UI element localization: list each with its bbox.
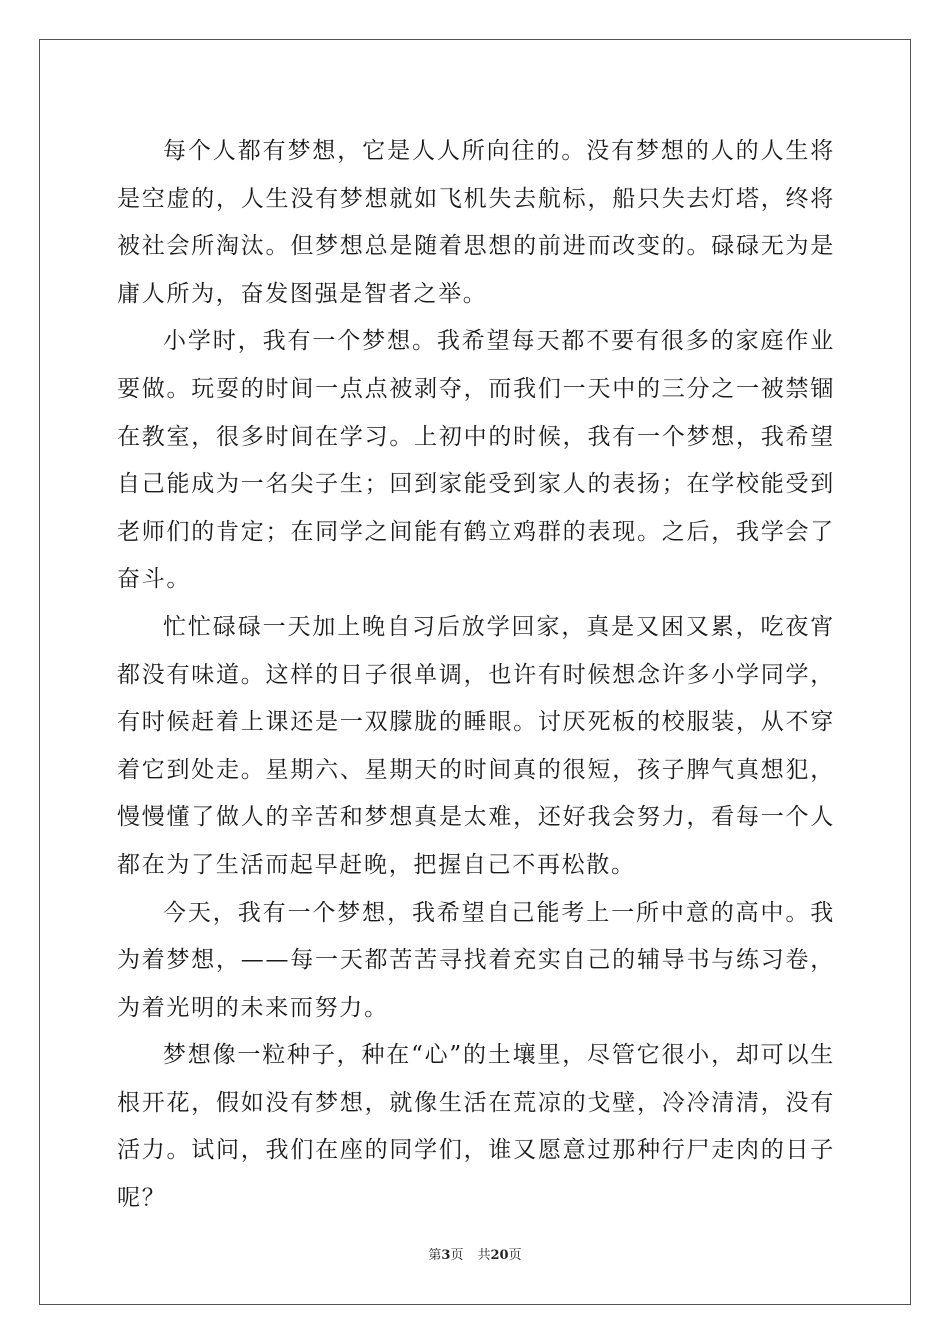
page-suffix: 页 bbox=[450, 1248, 464, 1263]
paragraph: 小学时，我有一个梦想。我希望每天都不要有很多的家庭作业要做。玩耍的时间一点点被剥夺，而我们一天中的三分之一被禁锢在教室，很多时间在学习。上初中的时候，我有一个梦想，我希望自己能成为一名尖子生；回到家能受到家人的表扬；在学校能受到老师们的肯定；在同学之间能有鹤立鸡群的表现。之后，我学会了奋斗。 bbox=[117, 328, 835, 593]
page-footer bbox=[0, 1248, 950, 1264]
total-suffix: 页 bbox=[508, 1248, 522, 1263]
paragraph: 梦想像一粒种子，种在“心”的土壤里，尽管它很小，却可以生根开花，假如没有梦想，就像生活在荒凉的戈壁，冷冷清清，没有活力。试问，我们在座的同学们，谁又愿意过那种行尸走肉的日子呢？ bbox=[117, 1042, 835, 1212]
total-pages: 20 bbox=[490, 1248, 509, 1263]
paragraph: 忙忙碌碌一天加上晚自习后放学回家，真是又困又累，吃夜宵都没有味道。这样的日子很单调，也许有时候想念许多小学同学，有时候赶着上课还是一双朦胧的睡眼。讨厌死板的校服装，从不穿着它到处走。星期六、星期天的时间真的很短，孩子脾气真想犯，慢慢懂了做人的辛苦和梦想真是太难，还好我会努力，看每一个人都在为了生活而起早赶晚，把握自己不再松散。 bbox=[117, 613, 835, 878]
page-number: 3 bbox=[441, 1248, 451, 1263]
paragraph: 每个人都有梦想，它是人人所向往的。没有梦想的人的人生将是空虚的，人生没有梦想就如飞机失去航标，船只失去灯塔，终将被社会所淘汰。但梦想总是随着思想的前进而改变的。碌碌无为是庸人所为，奋发图强是智者之举。 bbox=[117, 138, 835, 307]
paragraph: 今天，我有一个梦想，我希望自己能考上一所中意的高中。我为着梦想，——每一天都苦苦寻找着充实自己的辅导书与练习卷，为着光明的未来而努力。 bbox=[117, 899, 835, 1021]
total-prefix: 共 bbox=[477, 1248, 491, 1263]
document-body bbox=[117, 128, 835, 1223]
page-prefix: 第 bbox=[428, 1248, 442, 1263]
